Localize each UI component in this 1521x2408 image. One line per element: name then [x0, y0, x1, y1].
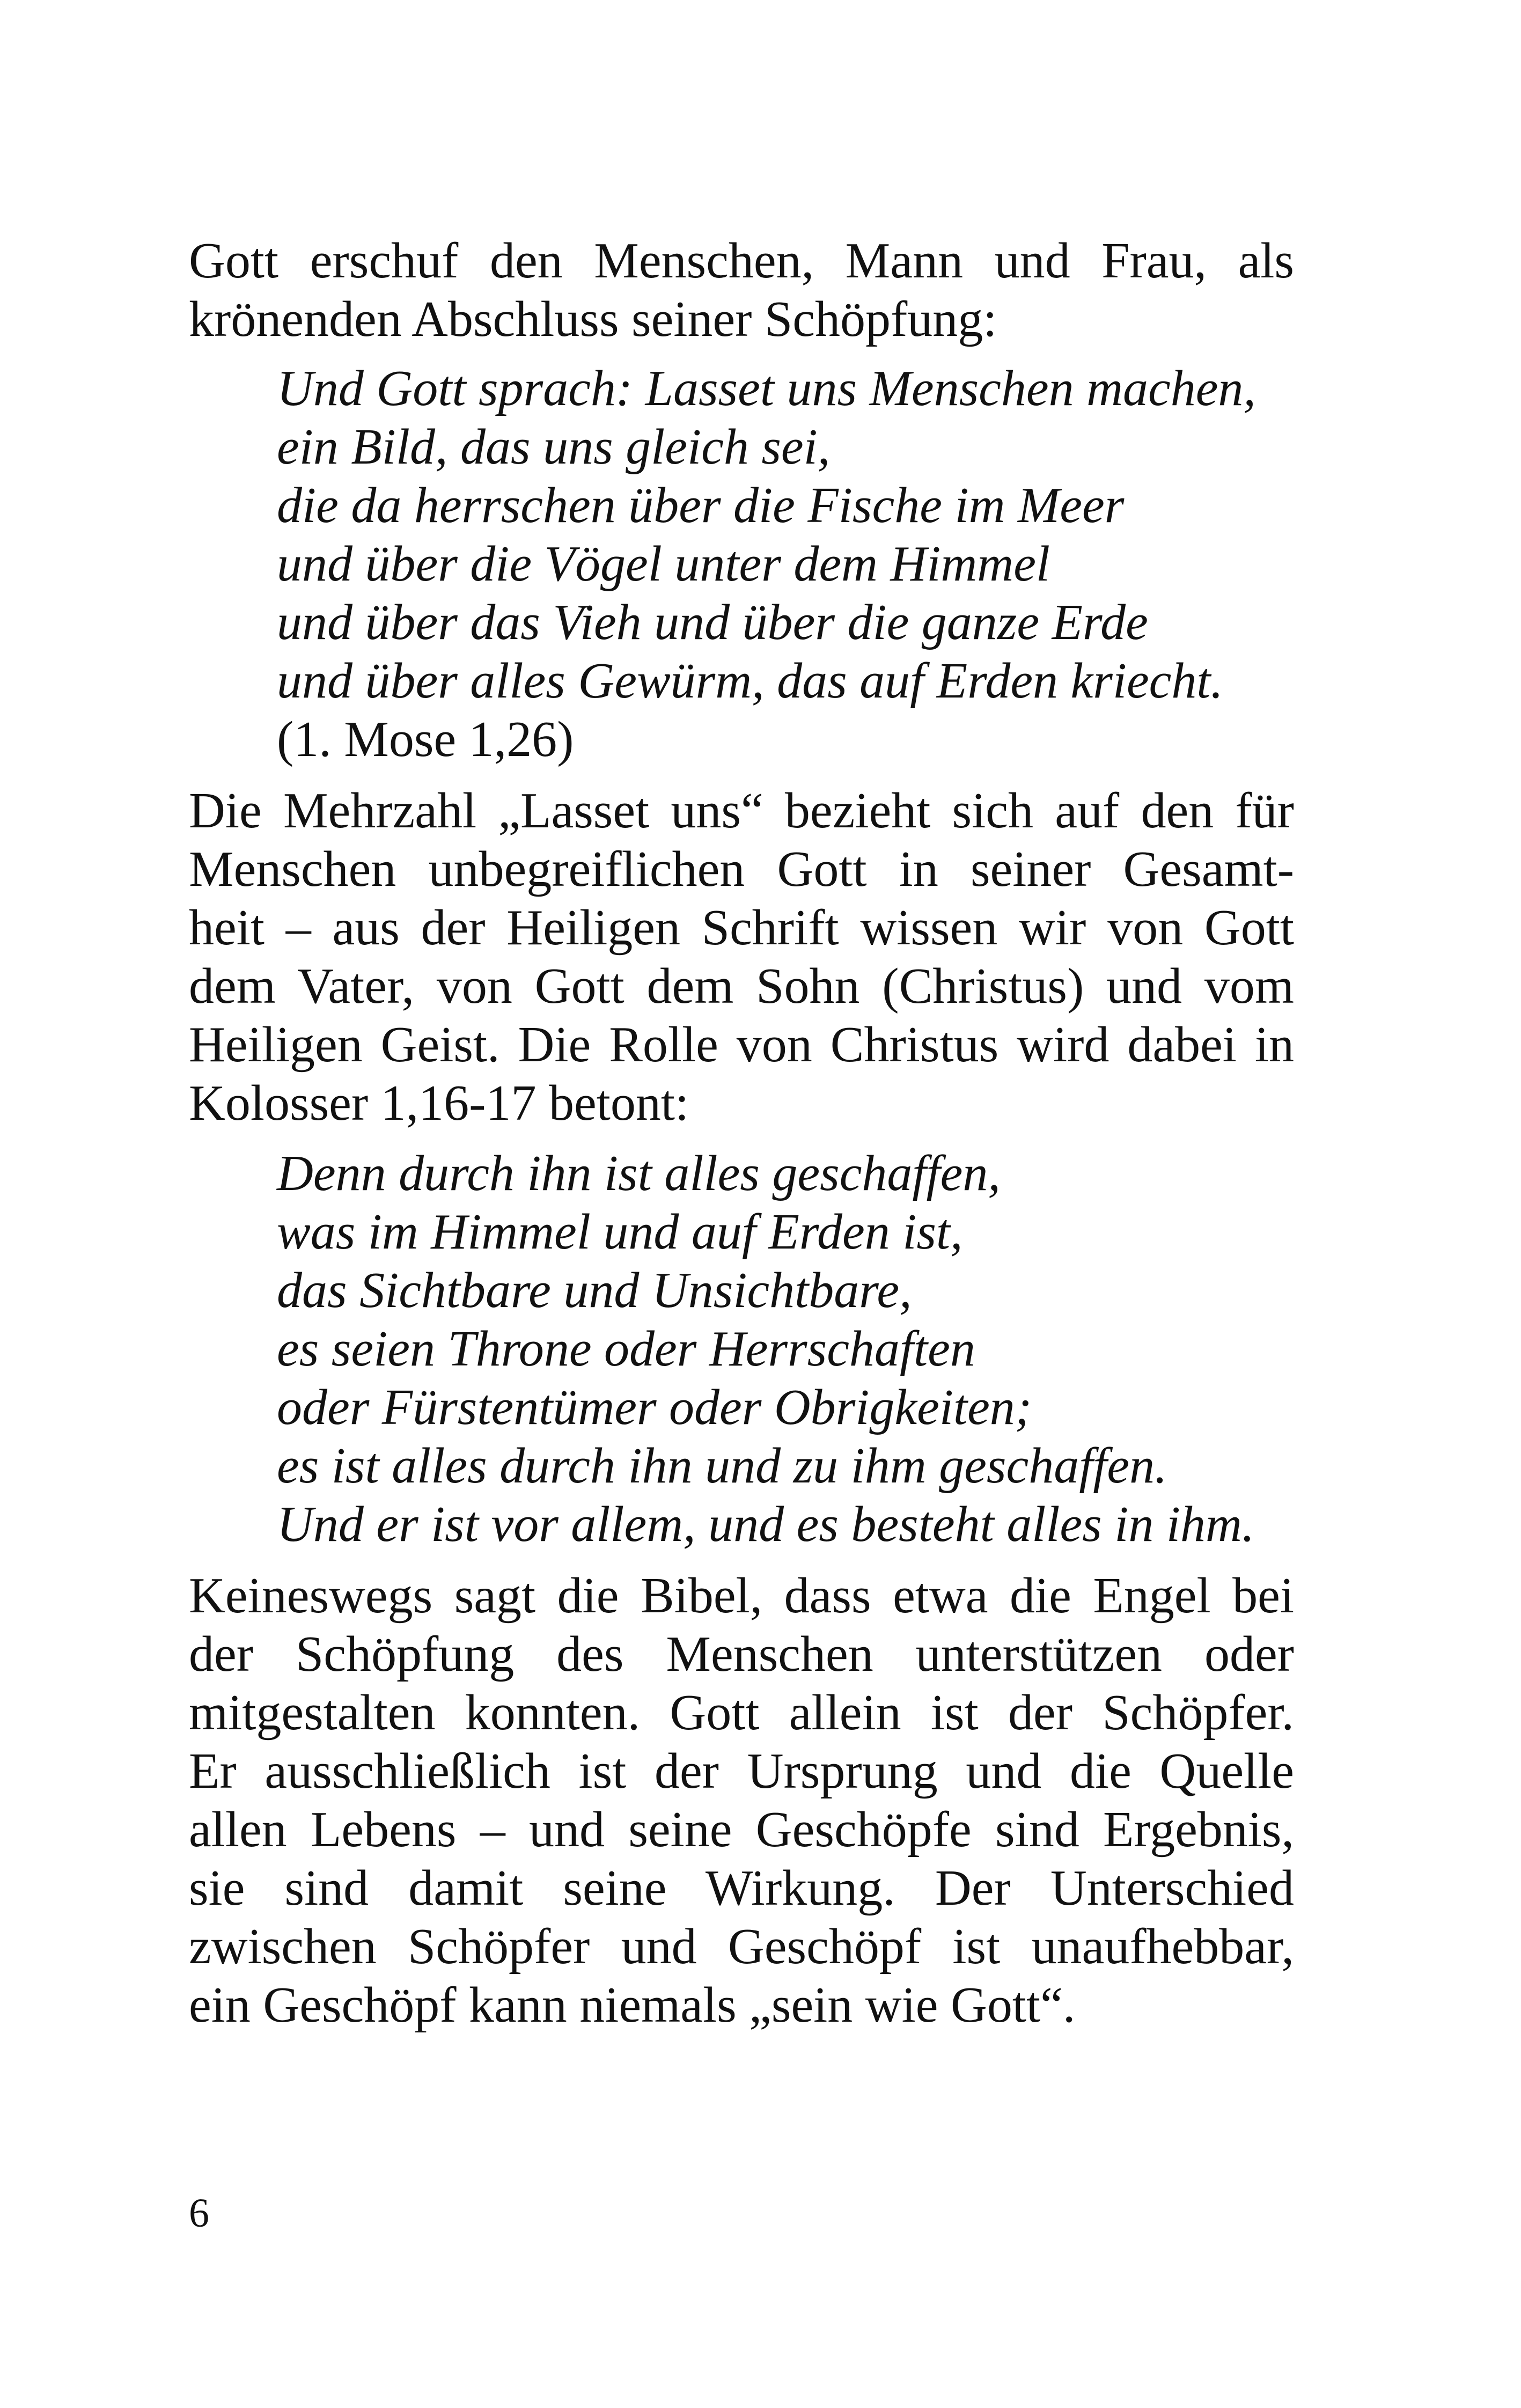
page-number: 6 [189, 2191, 209, 2236]
text-line: Keineswegs sagt die Bibel, dass etwa die Engel bei [189, 1568, 1294, 1624]
text-line: Kolosser 1,16-17 betont: [189, 1075, 689, 1131]
text-line: der Schöpfung des Menschen unterstützen oder [189, 1626, 1294, 1682]
bible-quote-colossians [189, 1144, 1294, 1554]
quote-line: die da herrschen über die Fische im Meer [277, 478, 1125, 533]
text-line: krönenden Abschluss seiner Schöpfung: [189, 291, 997, 347]
paragraph-creator-creature [189, 1567, 1294, 2035]
quote-line: es seien Throne oder Herrschaften [277, 1321, 975, 1377]
text-line: mitgestalten konnten. Gott allein ist der Schöpfer. [189, 1685, 1294, 1741]
text-line: ein Geschöpf kann niemals „sein wie Gott“. [189, 1977, 1076, 2033]
quote-line: und über alles Gewürm, das auf Erden kriecht. [277, 653, 1224, 709]
quote-line: Und Gott sprach: Lasset uns Menschen machen, [277, 361, 1256, 416]
text-line: Gott erschuf den Menschen, Mann und Frau, als [189, 233, 1294, 289]
quote-line: Und er ist vor allem, und es besteht alles in ihm. [277, 1496, 1255, 1552]
quote-line: ein Bild, das uns gleich sei, [277, 419, 831, 475]
bible-quote-genesis [189, 359, 1294, 769]
quote-line: und über die Vögel unter dem Himmel [277, 536, 1050, 592]
text-line: Menschen unbegreiflichen Gott in seiner Gesamt- [189, 841, 1294, 897]
text-line: Er ausschließlich ist der Ursprung und die Quelle [189, 1743, 1294, 1799]
text-line: allen Lebens – und seine Geschöpfe sind Ergebnis, [189, 1802, 1294, 1858]
text-line: sie sind damit seine Wirkung. Der Unterschied [189, 1860, 1294, 1916]
paragraph-creation-intro [189, 232, 1294, 349]
text-line: Heiligen Geist. Die Rolle von Christus wird dabei in [189, 1017, 1294, 1073]
quote-line: es ist alles durch ihn und zu ihm geschaffen. [277, 1438, 1167, 1494]
quote-line: was im Himmel und auf Erden ist, [277, 1204, 963, 1260]
quote-line: das Sichtbare und Unsichtbare, [277, 1262, 912, 1318]
quote-line: oder Fürstentümer oder Obrigkeiten; [277, 1379, 1032, 1435]
quote-reference: (1. Mose 1,26) [277, 711, 574, 767]
text-line: dem Vater, von Gott dem Sohn (Christus) und vom [189, 958, 1294, 1014]
quote-line: und über das Vieh und über die ganze Erde [277, 594, 1148, 650]
text-line: Die Mehrzahl „Lasset uns“ bezieht sich auf den für [189, 783, 1294, 839]
page-body [189, 232, 1294, 2035]
text-line: heit – aus der Heiligen Schrift wissen wir von Gott [189, 900, 1294, 956]
paragraph-lasset-uns [189, 782, 1294, 1133]
quote-line: Denn durch ihn ist alles geschaffen, [277, 1146, 1001, 1201]
text-line: zwischen Schöpfer und Geschöpf ist unaufhebbar, [189, 1919, 1294, 1974]
